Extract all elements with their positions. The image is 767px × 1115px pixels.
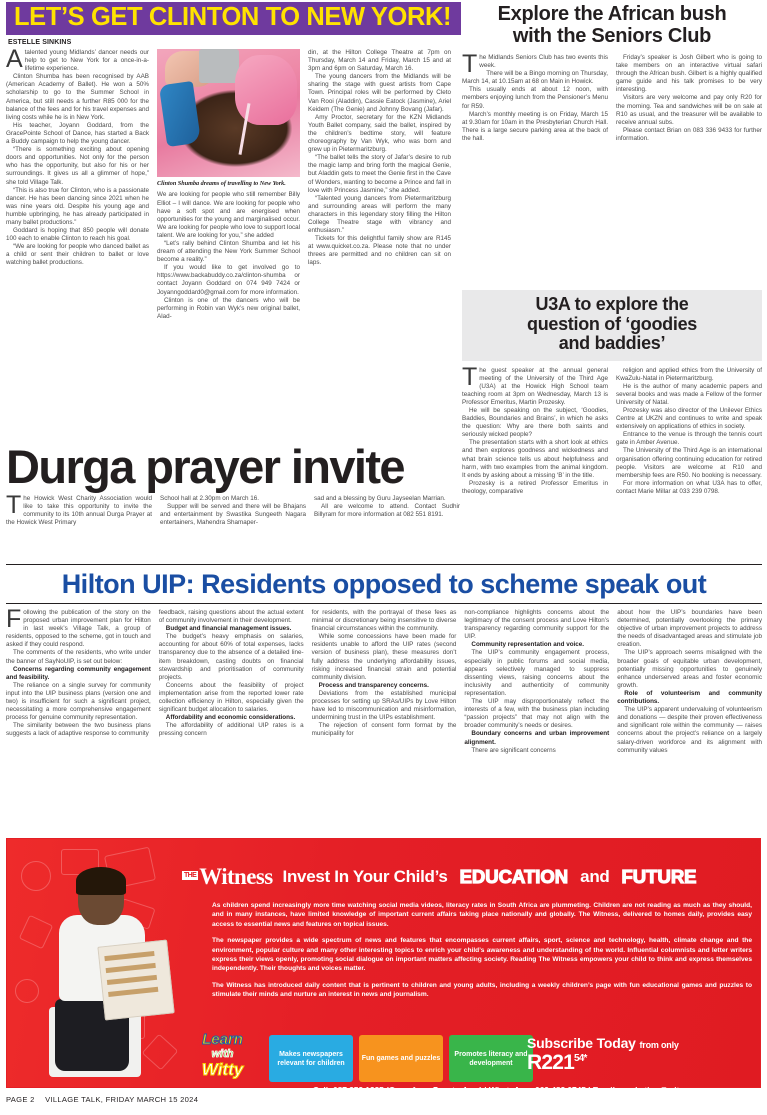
bush-columns: [462, 50, 762, 143]
bush-column-2: [616, 54, 762, 143]
paragraph: “We are looking for people who danced ballet as a child or sent their children to ballet or love watching ballet productions.: [6, 243, 149, 267]
subheading: Process and transparency concerns.: [318, 681, 429, 689]
paragraph: All are welcome to attend. Contact Sudhir Billyram for more information at 082 551 8191.: [314, 503, 460, 519]
paragraph: The affordability of additional UIP rates is a pressing concern: [158, 722, 304, 738]
subscribe-heading: [527, 1035, 765, 1051]
clinton-headline: LET’S GET CLINTON TO NEW YORK!: [14, 3, 452, 31]
paragraph: Supper will be served and there will be Bhajans and entertainment by Swastika Sungeeth Nagara entertainers, Mahendra Shamaper-: [160, 503, 306, 527]
learn-with-witty-logo: [175, 1031, 270, 1091]
hilton-column-5: [617, 609, 762, 755]
paragraph: Concerns about the feasibility of project implementation arise from the reported lower rate collection efficiency in Hilton, especially given the significant budget allocation to salaries.: [158, 681, 304, 714]
witness-logo-the: THE: [184, 872, 197, 879]
durga-headline: Durga prayer invite: [6, 440, 404, 493]
paragraph: religion and applied ethics from the University of KwaZulu-Natal in Pietermaritzburg.: [616, 366, 762, 382]
advert-header-row: [182, 855, 752, 899]
clinton-column-1: [6, 45, 149, 321]
paragraph: Tickets for this delightful family show are R145 at www.quicket.co.za. Please note that no under threes are permitted and no children can sit on laps.: [308, 235, 451, 267]
hilton-column-1: [6, 605, 151, 755]
paragraph: The University of the Third Age is an international organisation offering continuing education for retired people. Visitors are welcome at R10 and membership fees are R50. No booking is necessary.: [616, 447, 762, 479]
paragraph: The Howick West Charity Association would like to take this opportunity to invite the community to its 10th annual Durga Prayer at the Howick West Primary: [6, 491, 152, 527]
paragraph: The presentation starts with a short look at ethics and then explores goodness and wickedness and what brain science tells us about helpfulness and harm, with two examples from the animal kingdom. It ends by asking about a missing ‘B’ in the title.: [462, 439, 608, 479]
advert-paragraph: The newspaper provides a wide spectrum of news and features that encompasses current affairs, sport, science and technology, health, climate change and the environment, popular culture and many other interesting topics to enrich your child’s awareness and understanding of the world. Influential columnists and letter writers express their views openly, promoting social dialogue on important matters affecting society. Reading The Witness empowers your child to think and express themselves independently. Their thoughts and voices matter.: [212, 937, 752, 973]
price-cents: 54*: [574, 1053, 587, 1064]
clinton-headline-banner: [6, 2, 461, 35]
paragraph: The UIP’s community engagement process, especially in public forums and social media, appears selectively managed to suppress dissenting views, raising concerns about the inclusivity and authenticity of community representation.: [464, 649, 610, 697]
photo-newspaper: [97, 940, 174, 1021]
article-hilton-uip: [6, 560, 762, 755]
paragraph: Prozesky was also director of the Unilever Ethics Centre at UKZN and continues to write and speak extensively on applications of ethics in society.: [616, 406, 762, 431]
feature-tag-relevance: Makes newspapers relevant for children: [269, 1035, 353, 1082]
article-african-bush: [462, 4, 762, 143]
durga-column-3: [314, 495, 460, 527]
article-u3a: [462, 290, 762, 496]
feature-tag-literacy: Promotes literacy and development: [449, 1035, 533, 1082]
subscribe-from-label: from only: [639, 1040, 679, 1050]
paragraph: His teacher, Joyann Goddard, from the GracePointe School of Dance, has started a Back a Buddy campaign to help the young dancer.: [6, 121, 149, 146]
footer-publication: VILLAGE TALK, FRIDAY MARCH 15 2024: [45, 1095, 199, 1104]
paragraph: “Talented young dancers from Pietermaritzburg and surrounding areas will perform the many characters in this legendary story filling the Hilton College Theatre stage with vibrancy and enthusiasm.”: [308, 194, 451, 235]
paragraph: Friday’s speaker is Josh Gilbert who is going to take members on an interactive virtual safari through the African bush. Gilbert is a highly qualified game guide and his talk promises to be very interesting.: [616, 54, 762, 94]
paragraph: The rejection of consent form format by the municipality for: [311, 722, 457, 738]
paragraph: For more information on what U3A has to offer, contact Marie Millar at 033 239 0798.: [616, 479, 762, 495]
advert-body-copy: [212, 901, 752, 1007]
advert-paragraph: The Witness has introduced daily content that is pertinent to children and young adults, including a weekly children’s page with fun educational games and puzzles to stimulate their minds and nurture an interest in news and journalism.: [212, 981, 752, 999]
paragraph: March’s monthly meeting is on Friday, March 15 at 9.30am for 10am in the Presbyterian Church Hall. There is a large secure parking area at the back of the hall.: [462, 110, 608, 142]
photo-background-object: [199, 49, 239, 83]
paragraph: He is the author of many academic papers and several books and was made a Fellow of the former University of Natal.: [616, 382, 762, 406]
footer-page-number: PAGE 2: [6, 1095, 35, 1104]
photo-pink-cap: [235, 55, 297, 125]
hilton-column-4: [464, 609, 609, 755]
divider-top: [6, 564, 762, 565]
advert-paragraph: As children spend increasingly more time watching social media videos, literacy rates in South Africa are plummeting. Children are not reading as much as they should, and in many instances, have limited knowledge of important current affairs taking place nationally and globally. The Witness, delivered to homes daily, provides easy access to essential news and features on topical issues.: [212, 902, 752, 928]
paragraph: Clinton Shumba has been recognised by AAB (American Academy of Ballet). He won a 50% scholarship to go to the Summer School in America, but still needs a further R85 000 for the balance of the fees and for his travel expenses and living costs while he is in New York.: [6, 73, 149, 121]
paragraph: Clinton is one of the dancers who will be performing in Robin van Wyk’s new original ballet, Alad-: [157, 296, 300, 320]
paragraph: The similarity between the two business plans suggests a lack of adaptive response to community: [6, 722, 151, 738]
bush-headline-line2: with the Seniors Club: [512, 24, 712, 47]
paragraph: The reliance on a single survey for community input into the UIP business plans (version one and two) is insufficient for such a significant project, necessitating a more comprehensive engagement process for genuine community representation.: [6, 681, 151, 722]
paragraph: about how the UIP’s boundaries have been determined, potentially overlooking the primary objective of urban improvement projects to address the needs of disadvantaged areas and stimulate job creation.: [617, 609, 762, 649]
paragraph: feedback, raising questions about the actual extent of community involvement in their development.: [158, 609, 304, 625]
advert-child-photo: [45, 857, 170, 1085]
subheading: Affordability and economic considerations.: [165, 714, 296, 722]
price-amount: R221: [527, 1051, 575, 1074]
hilton-columns: [6, 605, 762, 755]
u3a-column-2: [616, 367, 762, 497]
subheading: Role of volunteerism and community contributions.: [617, 689, 762, 706]
photo-blue-garment: [159, 81, 201, 147]
subheading: Budget and financial management issues.: [165, 625, 292, 633]
subscribe-price: [527, 1051, 765, 1075]
paragraph: We are looking for people who still remember Billy Elliot – I will dance. We are looking for people who have a soft spot and are energised when opportunities for the young and marginalised occur. We are looking for people who love to support local talent. We are looking for you,” she added: [157, 191, 300, 239]
paragraph: This usually ends at about 12 noon, with members enjoying lunch from the Pensioner’s Menu for R59.: [462, 86, 608, 110]
durga-column-1: [6, 491, 152, 527]
paragraph: Amy Proctor, secretary for the KZN Midlands Youth Ballet company, said the ballet, inspired by the children’s bedtime story, will feature choreography by Van Wyk, who was born and grew up in Pietermaritzburg.: [308, 113, 451, 154]
paragraph: School hall at 2.30pm on March 16.: [160, 495, 260, 502]
advert-feature-tags: [269, 1035, 533, 1082]
subscribe-label: Subscribe Today: [527, 1035, 636, 1051]
paragraph: The UIP’s approach seems misaligned with the broader goals of equitable urban development, potentially missing opportunities to genuinely enhance underserved areas and foster economic growth.: [617, 649, 762, 689]
paragraph: non-compliance highlights concerns about the legitimacy of the consent process and Love Hilton’s transparency regarding community support for the UIP.: [464, 609, 610, 641]
witty-text: Witty: [201, 1060, 244, 1079]
clinton-columns: [6, 45, 464, 321]
paragraph: The budget’s heavy emphasis on salaries, accounting for about 60% of total expenses, lacks transparency due to the absence of a detailed line-item breakdown, casting doubts on financial stewardship and prioritisation of community projects.: [158, 633, 304, 681]
paragraph: He will be speaking on the subject, ‘Goodies, Baddies, Boundaries and Brains’, in which he asks the question: Why are there both saints and seriously wicked people?: [462, 406, 608, 439]
bush-column-1: [462, 50, 608, 143]
clinton-photo-caption: Clinton Shumba dreams of travelling to New York.: [157, 180, 286, 187]
paragraph: Following the publication of the story on the proposed urban improvement plan for Hilton in last week’s Village Talk, a group of residents, opposed to the scheme, got in touch and asked if they could respond.: [6, 605, 151, 649]
paragraph: “This is also true for Clinton, who is a passionate dancer. He has been dancing since 2021 when he was nine years old. Despite his young age and humble upbringing, he has already participated in many ballet productions.”: [6, 186, 149, 226]
u3a-columns: [462, 362, 762, 497]
hilton-column-3: [312, 609, 457, 755]
bush-headline-line1: Explore the African bush: [497, 3, 727, 25]
subheading: Boundary concerns and urban improvement alignment.: [464, 730, 610, 746]
paragraph: din, at the Hilton College Theatre at 7pm on Thursday, March 14 and Friday, March 15 and at 3pm and 6pm on Saturday, March 16.: [308, 49, 451, 73]
advert-terms-line: *R221.54 per month on debit or R246.13 per month on credit card/EFT (minimum three months). Pensioners discount on debit R185.24 per month. Terms and Conditions apply. E&OE.: [318, 1099, 716, 1104]
paragraph: Goddard is hoping that 850 people will donate 100 each to enable Clinton to reach his goal.: [6, 227, 149, 243]
paragraph: If you would like to get involved go to https://www.backabuddy.co.za/clinton-shumba or contact Joyann Goddard on 074 949 7424 or Joyanngoddard0@gmail.com for more information.: [157, 264, 300, 296]
paragraph: There will be a Bingo morning on Thursday, March 14, at 10.15am at 68 on Main in Howick.: [462, 70, 608, 86]
advert-contact-line[interactable]: Call: 087 353 1335 (Open from 7am to 4pm) | WhatsApp: 069 483 0745 | Email: marketing@witness.co.za: [312, 1085, 722, 1095]
learn-text: Learn: [202, 1031, 243, 1048]
paragraph: While some concessions have been made for residents unable to afford the UIP rates (second version of business plan), these measures don’t fully address the underlying affordability issues, risking increased financial strain and potential community division.: [311, 633, 457, 681]
paragraph: Prozesky is a retired Professor Emeritus in theology, comparative: [462, 479, 608, 495]
witness-logo: [182, 864, 273, 890]
paragraph: “The ballet tells the story of Jafar’s desire to rub the magic lamp and bring forth the magical Genie, but Aladdin gets to meet the Genie first in the Cave of Wonders, wanting to become a Prince and fall in love with Princess Jasmine,” she added.: [308, 154, 451, 194]
paragraph: “Let’s rally behind Clinton Shumba and let his dream of attending the New York Summer School become a reality.”: [157, 239, 300, 264]
paragraph: Visitors are very welcome and pay only R20 for the morning. Tea and sandwiches will be on sale at R10 as usual, and the treasurer will be available to receive annual subs.: [616, 94, 762, 126]
clinton-column-3: [308, 49, 451, 321]
article-durga: [6, 440, 462, 527]
u3a-headline-line2: question of ‘goodies: [527, 313, 697, 334]
clinton-photo: [157, 49, 300, 177]
paragraph: Please contact Brian on 083 336 9433 for further information.: [616, 126, 762, 142]
feature-tag-games: Fun games and puzzles: [359, 1035, 443, 1082]
paragraph: “There is something exciting about opening doors and opportunities. Not only for the person who has the opportunity, but also for his or her surroundings. It gives us all a glimmer of hope,” she told Village Talk.: [6, 146, 149, 186]
paragraph: The comments of the residents, who write under the banner of SayNoUIP, is set out below:: [6, 649, 151, 665]
paragraph: Deviations from the established municipal processes for setting up SRAs/UIPs by Love Hilton have led to miscommunication and misinformation, undermining trust in the UIPs establishment.: [311, 689, 457, 722]
subheading: Community representation and voice.: [471, 641, 585, 649]
paragraph: The young dancers from the Midlands will be sharing the stage with guest artists from Cape Town. Principal roles will be performed by Cleto Van Rooi (Aladdin), Cassie Eatock (Jasmine), Ariel Keidem (The Genie) and Johnny Bovang (Jafar).: [308, 73, 451, 113]
paragraph: The Midlands Seniors Club has two events this week.: [462, 50, 608, 78]
advert-and-text: and: [580, 867, 610, 886]
advert-invest-text: Invest In Your Child’s: [282, 867, 448, 886]
advert-future-text: FUTURE: [621, 866, 697, 887]
durga-column-2: [160, 495, 306, 527]
u3a-headline-line1: U3A to explore the: [535, 294, 689, 314]
u3a-headline-line3: and baddies’: [558, 333, 666, 353]
hilton-column-2: [159, 609, 304, 755]
paragraph: sad and a blessing by Guru Jayseelan Marrian.: [314, 495, 446, 502]
paragraph: Atalented young Midlands’ dancer needs our help to get to New York for a once-in-a-lifetime experience.: [6, 45, 149, 73]
newspaper-page: [0, 2, 767, 1115]
divider-bottom: [6, 603, 762, 604]
advert-subscribe-block[interactable]: [527, 1035, 765, 1075]
subheading: Concerns regarding community engagement and feasibility.: [6, 665, 151, 681]
clinton-column-2: [157, 49, 300, 321]
clinton-byline: ESTELLE SINKINS: [8, 39, 72, 46]
u3a-column-1: [462, 362, 608, 497]
u3a-headline-box: [462, 290, 762, 361]
paragraph: The UIP’s apparent undervaluing of volunteerism and donations — despite their proven effectiveness and significant role within the community — raises concerns about the project’s reliance on a largely salary-driven workforce and its alignment with community values: [617, 706, 762, 754]
witness-logo-name: Witness: [199, 864, 273, 889]
paragraph: Entrance to the venue is through the tennis court gate in Amber Avenue.: [616, 431, 762, 447]
paragraph: The UIP may disproportionately reflect the interests of a few, with the business plan including “passion projects” that may not align with the broader community’s needs or desires.: [464, 698, 610, 730]
photo-hair: [76, 867, 126, 895]
hilton-headline: Hilton UIP: Residents opposed to scheme speak out: [61, 569, 707, 599]
clinton-column-2-text: [157, 191, 300, 321]
paragraph: There are significant concerns: [471, 746, 556, 754]
paragraph: The guest speaker at the annual general meeting of the University of the Third Age (U3A) at the Howick High School team teaching room at 3pm on Wednesday, March 13 is Professor Emeritus, Martin Prozesky.: [462, 362, 608, 406]
paragraph: for residents, with the portrayal of these fees as minimal or discretionary being insensitive to diverse financial circumstances within the community.: [311, 609, 457, 633]
advert-education-text: EDUCATION: [459, 866, 569, 887]
with-text: with: [211, 1048, 234, 1060]
durga-columns: [6, 491, 462, 527]
page-footer: [6, 1095, 206, 1104]
